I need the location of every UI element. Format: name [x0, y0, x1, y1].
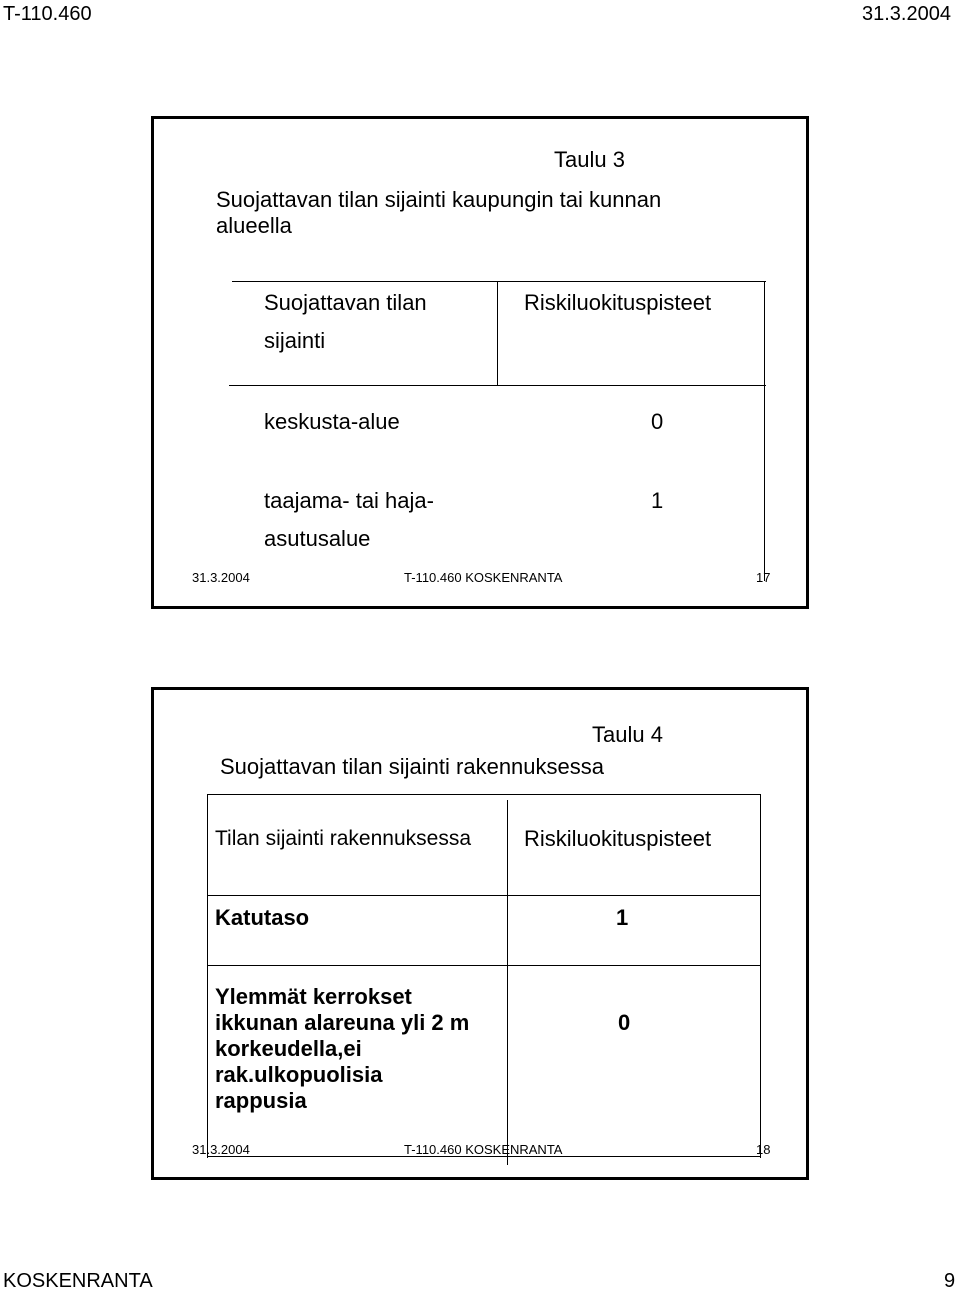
table-cell-location: taajama- tai haja-asutusalue [264, 488, 434, 551]
table-header-points: Riskiluokituspisteet [524, 290, 712, 315]
page-header-course: T-110.460 [3, 3, 92, 25]
slide-title: Suojattavan tilan sijainti kaupungin tai kunnan alueella [216, 187, 662, 238]
table-right-border [760, 794, 761, 1158]
table-cell-location: keskusta-alue [264, 409, 400, 434]
table-top-border [232, 281, 766, 282]
slide-footer-page: 17 [756, 570, 771, 585]
table-cell-points: 1 [651, 488, 664, 513]
slide-footer-date: 31.3.2004 [192, 1142, 250, 1157]
page-footer-author: KOSKENRANTA [3, 1270, 153, 1292]
table-row-divider [207, 965, 761, 966]
page-footer-page-number: 9 [944, 1270, 956, 1292]
slide-footer-date: 31.3.2004 [192, 570, 250, 585]
table-header-location: Suojattavan tilan sijainti [264, 290, 427, 353]
slide-18 [151, 687, 809, 1180]
slide-footer-course: T-110.460 KOSKENRANTA [404, 1142, 563, 1157]
table-row-divider [207, 895, 761, 896]
slide-title: Suojattavan tilan sijainti rakennuksessa [220, 754, 605, 779]
slide-footer-page: 18 [756, 1142, 771, 1157]
table-header-divider [229, 385, 766, 386]
table-column-divider [507, 800, 508, 1165]
table-cell-points: 1 [616, 905, 629, 930]
table-cell-points: 0 [651, 409, 664, 434]
table-cell-location: Katutaso [215, 905, 310, 930]
slide-footer-course: T-110.460 KOSKENRANTA [404, 570, 563, 585]
table-top-border [207, 794, 761, 795]
table-header-points: Riskiluokituspisteet [524, 826, 712, 851]
page-header-date: 31.3.2004 [862, 3, 951, 25]
slide-label: Taulu 4 [592, 722, 663, 747]
table-cell-location: Ylemmät kerrokset ikkunan alareuna yli 2 m korkeudella,ei rak.ulkopuolisia rappusia [215, 984, 470, 1113]
table-cell-points: 0 [618, 1010, 631, 1035]
table-right-border [764, 281, 765, 581]
slide-label: Taulu 3 [554, 147, 625, 172]
table-header-location: Tilan sijainti rakennuksessa [215, 827, 472, 850]
table-column-divider [497, 281, 498, 386]
slide-17 [151, 116, 809, 609]
table-left-border [207, 794, 208, 1158]
